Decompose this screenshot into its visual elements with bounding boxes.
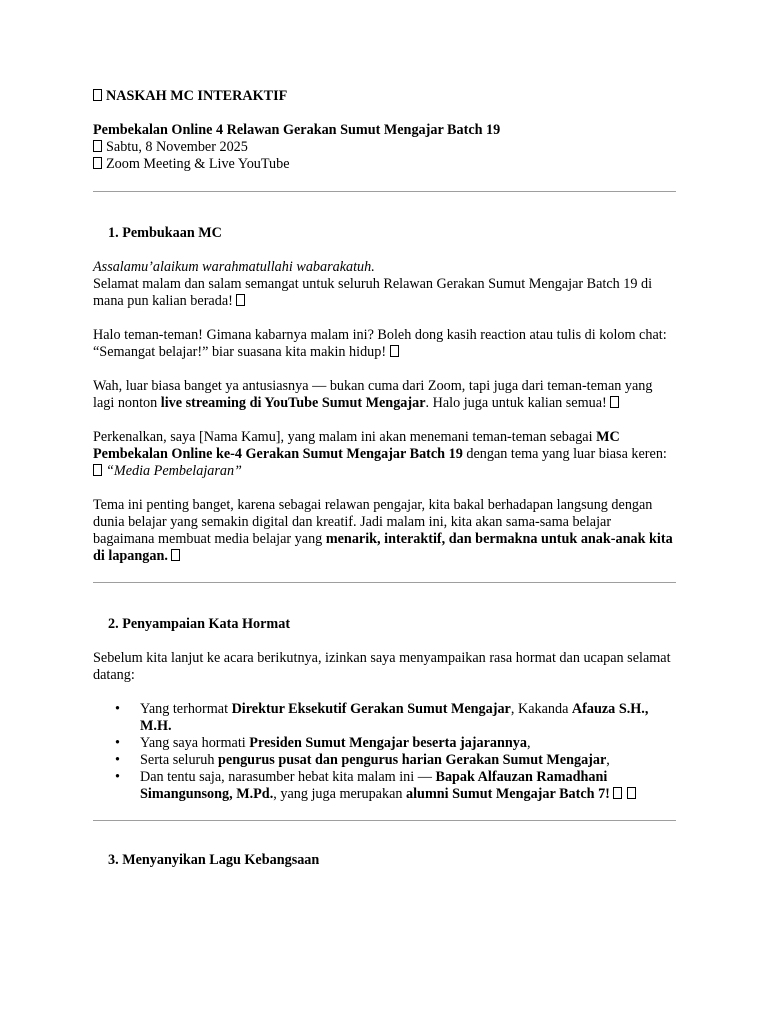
document-content [93,88,676,869]
event-subtitle: Pembekalan Online 4 Relawan Gerakan Sumut Mengajar Batch 19 [93,122,501,138]
introduction-paragraph: Perkenalkan, saya [Nama Kamu], yang malam ini akan menemani teman-teman sebagai MC Pembekalan Online ke-4 Gerakan Sumut Mengajar Batch 19 dengan tema yang luar biasa keren: “Media Pembelajaran” [93,429,667,479]
event-date: Sabtu, 8 November 2025 [106,139,248,155]
emoji-icon [610,396,619,408]
welcome-text: Selamat malam dan salam semangat untuk seluruh Relawan Gerakan Sumut Mengajar Batch 19 di mana pun kalian berada! [93,276,653,309]
greeting-paragraph [93,259,676,310]
list-item: • Yang terhormat Direktur Eksekutif Gerakan Sumut Mengajar, Kakanda Afauza S.H., M.H. [93,701,676,735]
youtube-paragraph: Wah, luar biasa banget ya antusiasnya — bukan cuma dari Zoom, tapi juga dari teman-teman yang lagi nonton live streaming di YouTube Sumut Mengajar. Halo juga untuk kalian semua! [93,378,653,411]
document-title-line [93,88,676,105]
emoji-icon [236,294,245,306]
emoji-icon [613,787,622,799]
respects-list [93,701,676,803]
greeting-text: Assalamu’alaikum warahmatullahi wabarakatuh. [93,259,375,275]
section-heading-respects: 2. Penyampaian Kata Hormat [108,616,291,632]
section-heading-opening: 1. Pembukaan MC [108,225,222,241]
emoji-icon [171,549,180,561]
section-heading-anthem: 3. Menyanyikan Lagu Kebangsaan [108,852,320,868]
engagement-paragraph: Halo teman-teman! Gimana kabarnya malam ini? Boleh dong kasih reaction atau tulis di kolom chat: “Semangat belajar!” biar suasana kita makin hidup! [93,327,667,360]
calendar-icon [93,140,102,152]
missing-glyph-icon [93,89,102,101]
list-item: • Dan tentu saja, narasumber hebat kita malam ini — Bapak Alfauzan Ramadhani Simangunsong, M.Pd., yang juga merupakan alumni Sumut Mengajar Batch 7! [93,769,676,803]
emoji-icon [93,464,102,476]
theme-text: “Media Pembelajaran” [106,463,242,479]
list-item: • Serta seluruh pengurus pusat dan pengurus harian Gerakan Sumut Mengajar, [93,752,676,769]
emoji-icon [390,345,399,357]
event-platform-line [93,156,676,173]
event-platform: Zoom Meeting & Live YouTube [106,156,290,172]
list-item: • Yang saya hormati Presiden Sumut Mengajar beserta jajarannya, [93,735,676,752]
event-date-line [93,139,676,156]
emoji-icon [627,787,636,799]
theme-paragraph: Tema ini penting banget, karena sebagai relawan pengajar, kita bakal berhadapan langsung dengan dunia belajar yang semakin digital dan kreatif. Jadi malam ini, kita akan sama-sama belajar bagaimana membuat media belajar yang menarik, interaktif, dan bermakna untuk anak-anak kita di lapangan. [93,497,673,564]
respects-intro: Sebelum kita lanjut ke acara berikutnya, izinkan saya menyampaikan rasa hormat dan ucapan selamat datang: [93,650,671,683]
document-title: NASKAH MC INTERAKTIF [106,88,288,104]
location-icon [93,157,102,169]
